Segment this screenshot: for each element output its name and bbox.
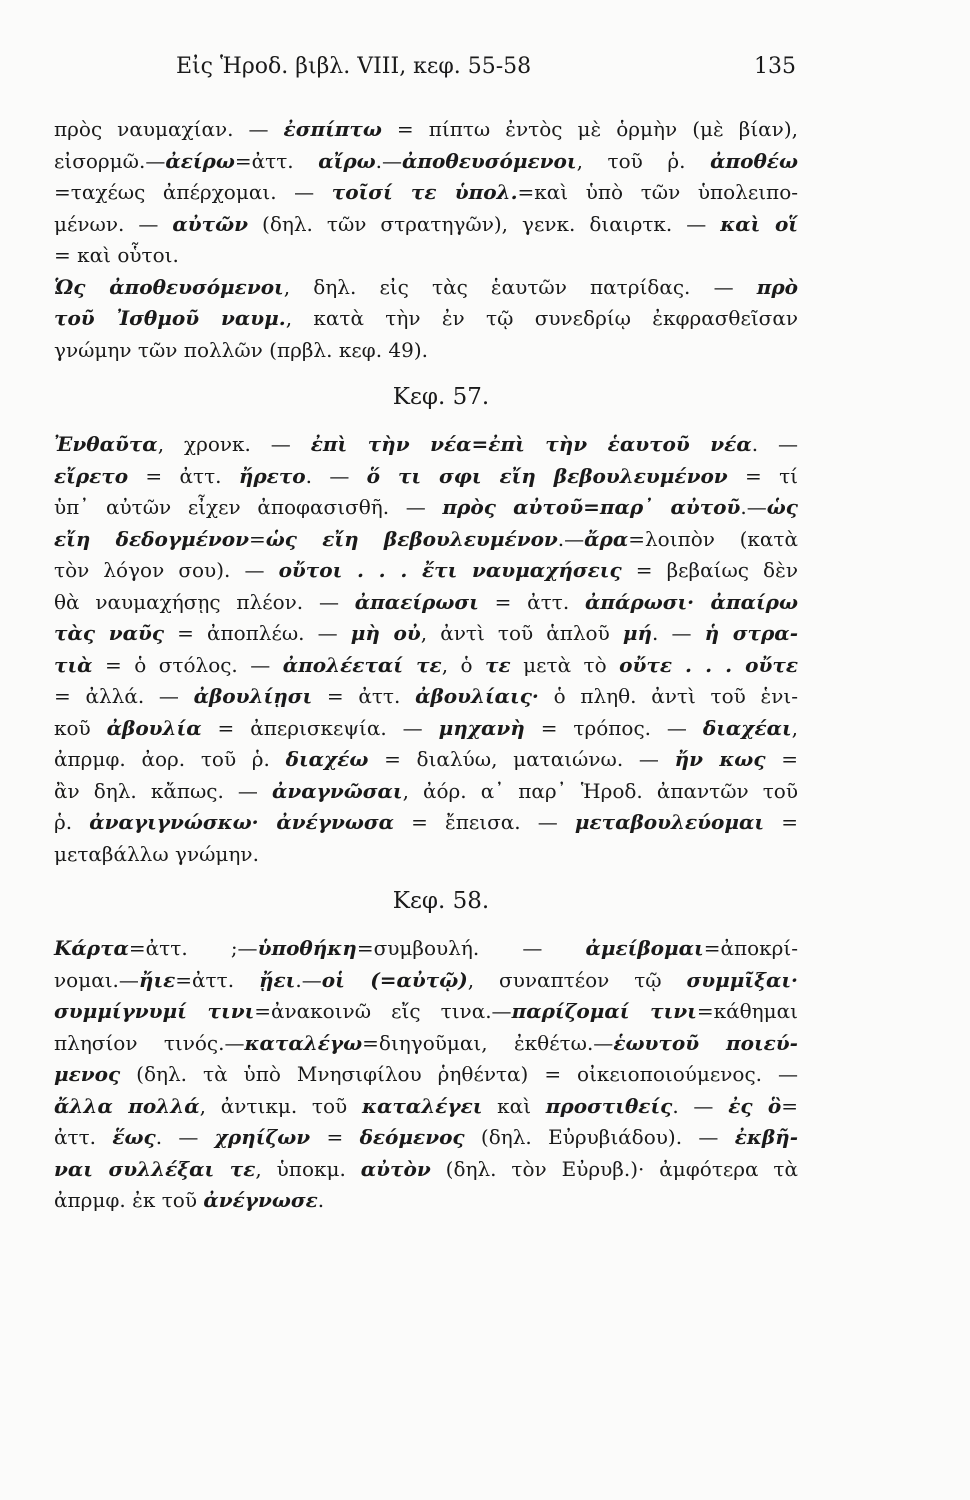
lemma: εἴρετο <box>54 463 129 488</box>
text-line: ὑπ᾽ αὐτῶν εἶχεν ἀποφασισθῆ. — πρὸς αὐτοῦ=παρ᾽ αὐτοῦ.—ὡς <box>54 495 798 519</box>
text-line: εἰσορμῶ.—ἀείρω=ἀττ. αἴρω.—ἀποθευσόμενοι, τοῦ ῥ. ἀποθέω <box>54 148 798 173</box>
text-line: ναι συλλέξαι τε, ὑποκμ. αὐτὸν (δηλ. τὸν Εὐρυβ.)· ἀμφότερα τὰ <box>54 1156 798 1181</box>
lemma: οὔτοι . . . ἔτι ναυμαχήσεις <box>278 558 622 582</box>
lemma: τὰς ναῦς <box>54 621 165 645</box>
lemma: ναι συλλέξαι τε <box>54 1156 256 1181</box>
lemma: ἤιε <box>138 967 176 992</box>
lemma: ἐκβῆ- <box>734 1125 798 1149</box>
lemma: τιὰ <box>54 652 93 677</box>
lemma: μή <box>622 621 653 645</box>
text-line: νομαι.—ἤιε=ἀττ. ᾔει.—οἱ (=αὐτῷ), συναπτέον τῷ συμμῖξαι· <box>54 967 798 992</box>
lemma: Ὡς ἀποθευσόμενοι <box>54 274 284 299</box>
lemma: ἕως <box>112 1125 156 1149</box>
lemma: ᾔει <box>258 967 296 992</box>
lemma: ἀβουλίαις· <box>415 684 539 708</box>
lemma: τοῖσί τε ὑπολ. <box>331 180 518 204</box>
text-line: μένων. — αὐτῶν (δηλ. τῶν στρατηγῶν), γενκ. διαιρτκ. — καὶ οἵ <box>54 211 798 236</box>
text-line: = καὶ οὗτοι. <box>54 243 179 267</box>
lemma: ὡς <box>766 495 798 519</box>
text-line: γνώμην τῶν πολλῶν (πρβλ. κεφ. 49). <box>54 337 429 362</box>
lemma: προστιθείς <box>545 1093 673 1118</box>
commentary-text <box>54 114 798 1217</box>
lemma: ἐς ὃ <box>728 1093 782 1118</box>
text-line: εἴη δεδογμένον=ὡς εἴη βεβουλευμένον.—ἄρα=λοιπὸν (κατὰ <box>54 526 798 551</box>
text-line: ἀττ. ἕως. — χρηίζων = δεόμενος (δηλ. Εὐρυβιάδου). — ἐκβῆ- <box>54 1125 798 1149</box>
text-line: = ἀλλά. — ἀβουλίῃσι = ἀττ. ἀβουλίαις· ὁ πληθ. ἀντὶ τοῦ ἑνι- <box>54 684 798 708</box>
lemma: ἀναγνῶσαι <box>271 778 403 803</box>
lemma: ἀπάρωσι· ἀπαίρω <box>584 589 798 614</box>
text-line: ἀπρμφ. ἐκ τοῦ ἀνέγνωσε. <box>54 1188 325 1212</box>
lemma: δεόμενος <box>359 1125 465 1149</box>
text-line: τοῦ Ἰσθμοῦ ναυμ., κατὰ τὴν ἐν τῷ συνεδρίῳ ἐκφρασθεῖσαν <box>54 306 798 330</box>
chapter-heading: Κεφ. 58. <box>392 888 490 914</box>
lemma: καταλέγω <box>244 1030 363 1055</box>
lemma: Κάρτα <box>54 936 129 960</box>
text-line: =ταχέως ἀπέρχομαι. — τοῖσί τε ὑπολ.=καὶ ὑπὸ τῶν ὑπολειπο- <box>54 180 799 204</box>
text-line: ῥ. ἀναγιγνώσκω· ἀνέγνωσα = ἔπεισα. — μεταβουλεύομαι = <box>54 810 798 834</box>
lemma: ὑποθήκη <box>257 936 357 960</box>
text-line: πλησίον τινός.—καταλέγω=διηγοῦμαι, ἐκθέτω.—ἑωυτοῦ ποιεύ- <box>54 1030 798 1055</box>
running-title: Εἰς Ἡροδ. βιβλ. VIII, κεφ. 55-58 <box>176 54 532 79</box>
lemma: ἀβουλίῃσι <box>193 684 313 708</box>
lemma: μενος <box>54 1062 121 1086</box>
lemma: εἴη δεδογμένον <box>54 526 249 551</box>
lemma: συμμίγνυμί τινι <box>54 999 255 1023</box>
lemma: ἡ στρα- <box>704 621 798 645</box>
chapter-heading: Κεφ. 57. <box>392 384 490 410</box>
lemma: ἀνέγνωσε <box>203 1188 318 1212</box>
lemma: μεταβουλεύομαι <box>574 810 765 834</box>
lemma: ἐσπίπτω <box>283 117 382 141</box>
lemma: καταλέγει <box>361 1093 483 1118</box>
lemma: τε <box>485 652 511 677</box>
lemma: ἤν κως <box>674 747 766 771</box>
lemma: ἀείρω <box>165 148 235 173</box>
page-number: 135 <box>754 54 796 79</box>
lemma: μηχανὴ <box>438 715 525 740</box>
text-line: τιὰ = ὁ στόλος. — ἀπολέεταί τε, ὁ τε μετὰ τὸ οὔτε . . . οὔτε <box>54 652 799 677</box>
text-line: κοῦ ἀβουλία = ἀπερισκεψία. — μηχανὴ = τρόπος. — διαχέαι, <box>54 715 799 740</box>
text-line: ἄλλα πολλά, ἀντικμ. τοῦ καταλέγει καὶ προστιθείς. — ἐς ὃ= <box>54 1093 799 1118</box>
text-line: Ἐνθαῦτα, χρονκ. — ἐπὶ τὴν νέα=ἐπὶ τὴν ἑαυτοῦ νέα. — <box>54 432 798 456</box>
text-line: μενος (δηλ. τὰ ὑπὸ Μνησιφίλου ῥηθέντα) = οἰκειοποιούμενος. — <box>54 1062 798 1086</box>
lemma: καὶ οἵ <box>720 211 798 236</box>
text-line: εἴρετο = ἀττ. ἤρετο. — ὅ τι σφι εἴη βεβουλευμένον = τί <box>54 463 799 488</box>
text-line: θὰ ναυμαχήσῃς πλέον. — ἀπαείρωσι = ἀττ. ἀπάρωσι· ἀπαίρω <box>54 589 798 614</box>
lemma: ἑωυτοῦ ποιεύ- <box>613 1030 798 1055</box>
text-line: ἂν δηλ. κἄπως. — ἀναγνῶσαι, ἀόρ. α᾽ παρ᾽ Ἡροδ. ἀπαντῶν τοῦ <box>54 778 798 803</box>
lemma: ἀποθευσόμενοι <box>402 148 577 173</box>
text-line: ἀπρμφ. ἀορ. τοῦ ῥ. διαχέω = διαλύω, ματαιώνω. — ἤν κως = <box>54 747 798 771</box>
lemma: ἀποθέω <box>710 148 798 173</box>
lemma: αὐτῶν <box>172 211 249 236</box>
lemma: ἤρετο <box>238 463 306 488</box>
lemma: τοῦ Ἰσθμοῦ ναυμ. <box>54 306 286 330</box>
lemma: οἱ (=αὐτῷ) <box>321 967 468 992</box>
lemma: παρίζομαί τινι <box>511 999 697 1023</box>
lemma: Ἐνθαῦτα <box>54 432 158 456</box>
lemma: οὔτε . . . οὔτε <box>619 652 799 677</box>
lemma: χρηίζων <box>214 1125 311 1149</box>
text-line: Κάρτα=ἀττ. ;—ὑποθήκη=συμβουλή. — ἀμείβομαι=ἀποκρί- <box>54 936 798 960</box>
lemma: διαχέω <box>285 747 369 771</box>
lemma: ἐπὶ τὴν νέα=ἐπὶ τὴν ἑαυτοῦ νέα <box>310 432 752 456</box>
text-line: Ὡς ἀποθευσόμενοι, δηλ. εἰς τὰς ἑαυτῶν πατρίδας. — πρὸ <box>54 274 798 299</box>
text-line: πρὸς ναυμαχίαν. — ἐσπίπτω = πίπτω ἐντὸς μὲ ὁρμὴν (μὲ βίαν), <box>54 117 798 141</box>
lemma: ὡς εἴη βεβουλευμένον <box>265 526 558 551</box>
lemma: ἀναγιγνώσκω· ἀνέγνωσα <box>89 810 395 834</box>
lemma: ἀμείβομαι <box>585 936 704 960</box>
lemma: ὅ τι σφι εἴη βεβουλευμένον <box>366 463 728 488</box>
running-header <box>176 50 796 84</box>
lemma: μὴ οὐ <box>350 621 421 645</box>
lemma: ἀπαείρωσι <box>354 589 479 614</box>
lemma: πρὸ <box>756 274 798 299</box>
lemma: διαχέαι <box>702 715 792 740</box>
text-line: τὰς ναῦς = ἀποπλέω. — μὴ οὐ, ἀντὶ τοῦ ἁπλοῦ μή. — ἡ στρα- <box>54 621 798 645</box>
text-line: συμμίγνυμί τινι=ἀνακοινῶ εἴς τινα.—παρίζομαί τινι=κάθημαι <box>54 999 798 1023</box>
lemma: ἄρα <box>584 526 629 551</box>
lemma: συμμῖξαι· <box>686 967 798 992</box>
lemma: αἴρω <box>318 148 376 173</box>
lemma: αὐτὸν <box>360 1156 431 1181</box>
text-line: μεταβάλλω γνώμην. <box>54 841 259 866</box>
lemma: ἀπολέεταί τε <box>282 652 442 677</box>
lemma: ἄλλα πολλά <box>54 1093 200 1118</box>
text-line: τὸν λόγον σου). — οὔτοι . . . ἔτι ναυμαχήσεις = βεβαίως δὲν <box>54 558 798 582</box>
lemma: ἀβουλία <box>106 715 202 740</box>
lemma: πρὸς αὐτοῦ=παρ᾽ αὐτοῦ <box>442 495 741 519</box>
